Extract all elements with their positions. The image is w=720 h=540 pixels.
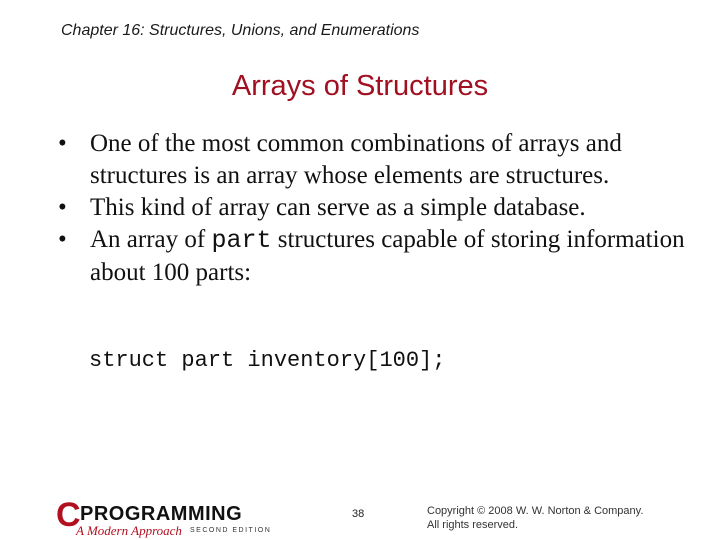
bullet-text-pre: An array of — [90, 226, 212, 253]
book-logo — [56, 496, 272, 540]
bullet-text: One of the most common combinations of arrays and structures is an array whose elements are structures. — [90, 130, 622, 189]
bullet-text-post: structures capable of storing information about 100 parts: — [90, 226, 685, 286]
bullet-text: This kind of array can serve as a simple database. — [90, 194, 586, 221]
code-example: struct part inventory[100]; — [89, 348, 446, 373]
bullet-icon: • — [58, 226, 67, 253]
logo-subtitle: A Modern Approach — [76, 523, 182, 538]
copyright — [427, 504, 717, 532]
copyright-line: Copyright © 2008 W. W. Norton & Company. — [427, 505, 644, 517]
logo-word: PROGRAMMING — [80, 503, 243, 525]
page-number: 38 — [352, 508, 365, 520]
bullet-list — [58, 128, 698, 289]
logo-letter: C — [56, 496, 81, 534]
bullet-icon: • — [58, 194, 67, 221]
bullet-item — [58, 128, 698, 192]
bullet-icon: • — [58, 130, 67, 157]
copyright-line: All rights reserved. — [427, 519, 519, 531]
chapter-header: Chapter 16: Structures, Unions, and Enumerations — [61, 22, 420, 39]
bullet-item — [58, 224, 698, 289]
logo-edition: SECOND EDITION — [190, 527, 272, 534]
slide-title: Arrays of Structures — [231, 70, 489, 102]
inline-code: part — [211, 226, 272, 255]
bullet-item — [58, 192, 698, 224]
